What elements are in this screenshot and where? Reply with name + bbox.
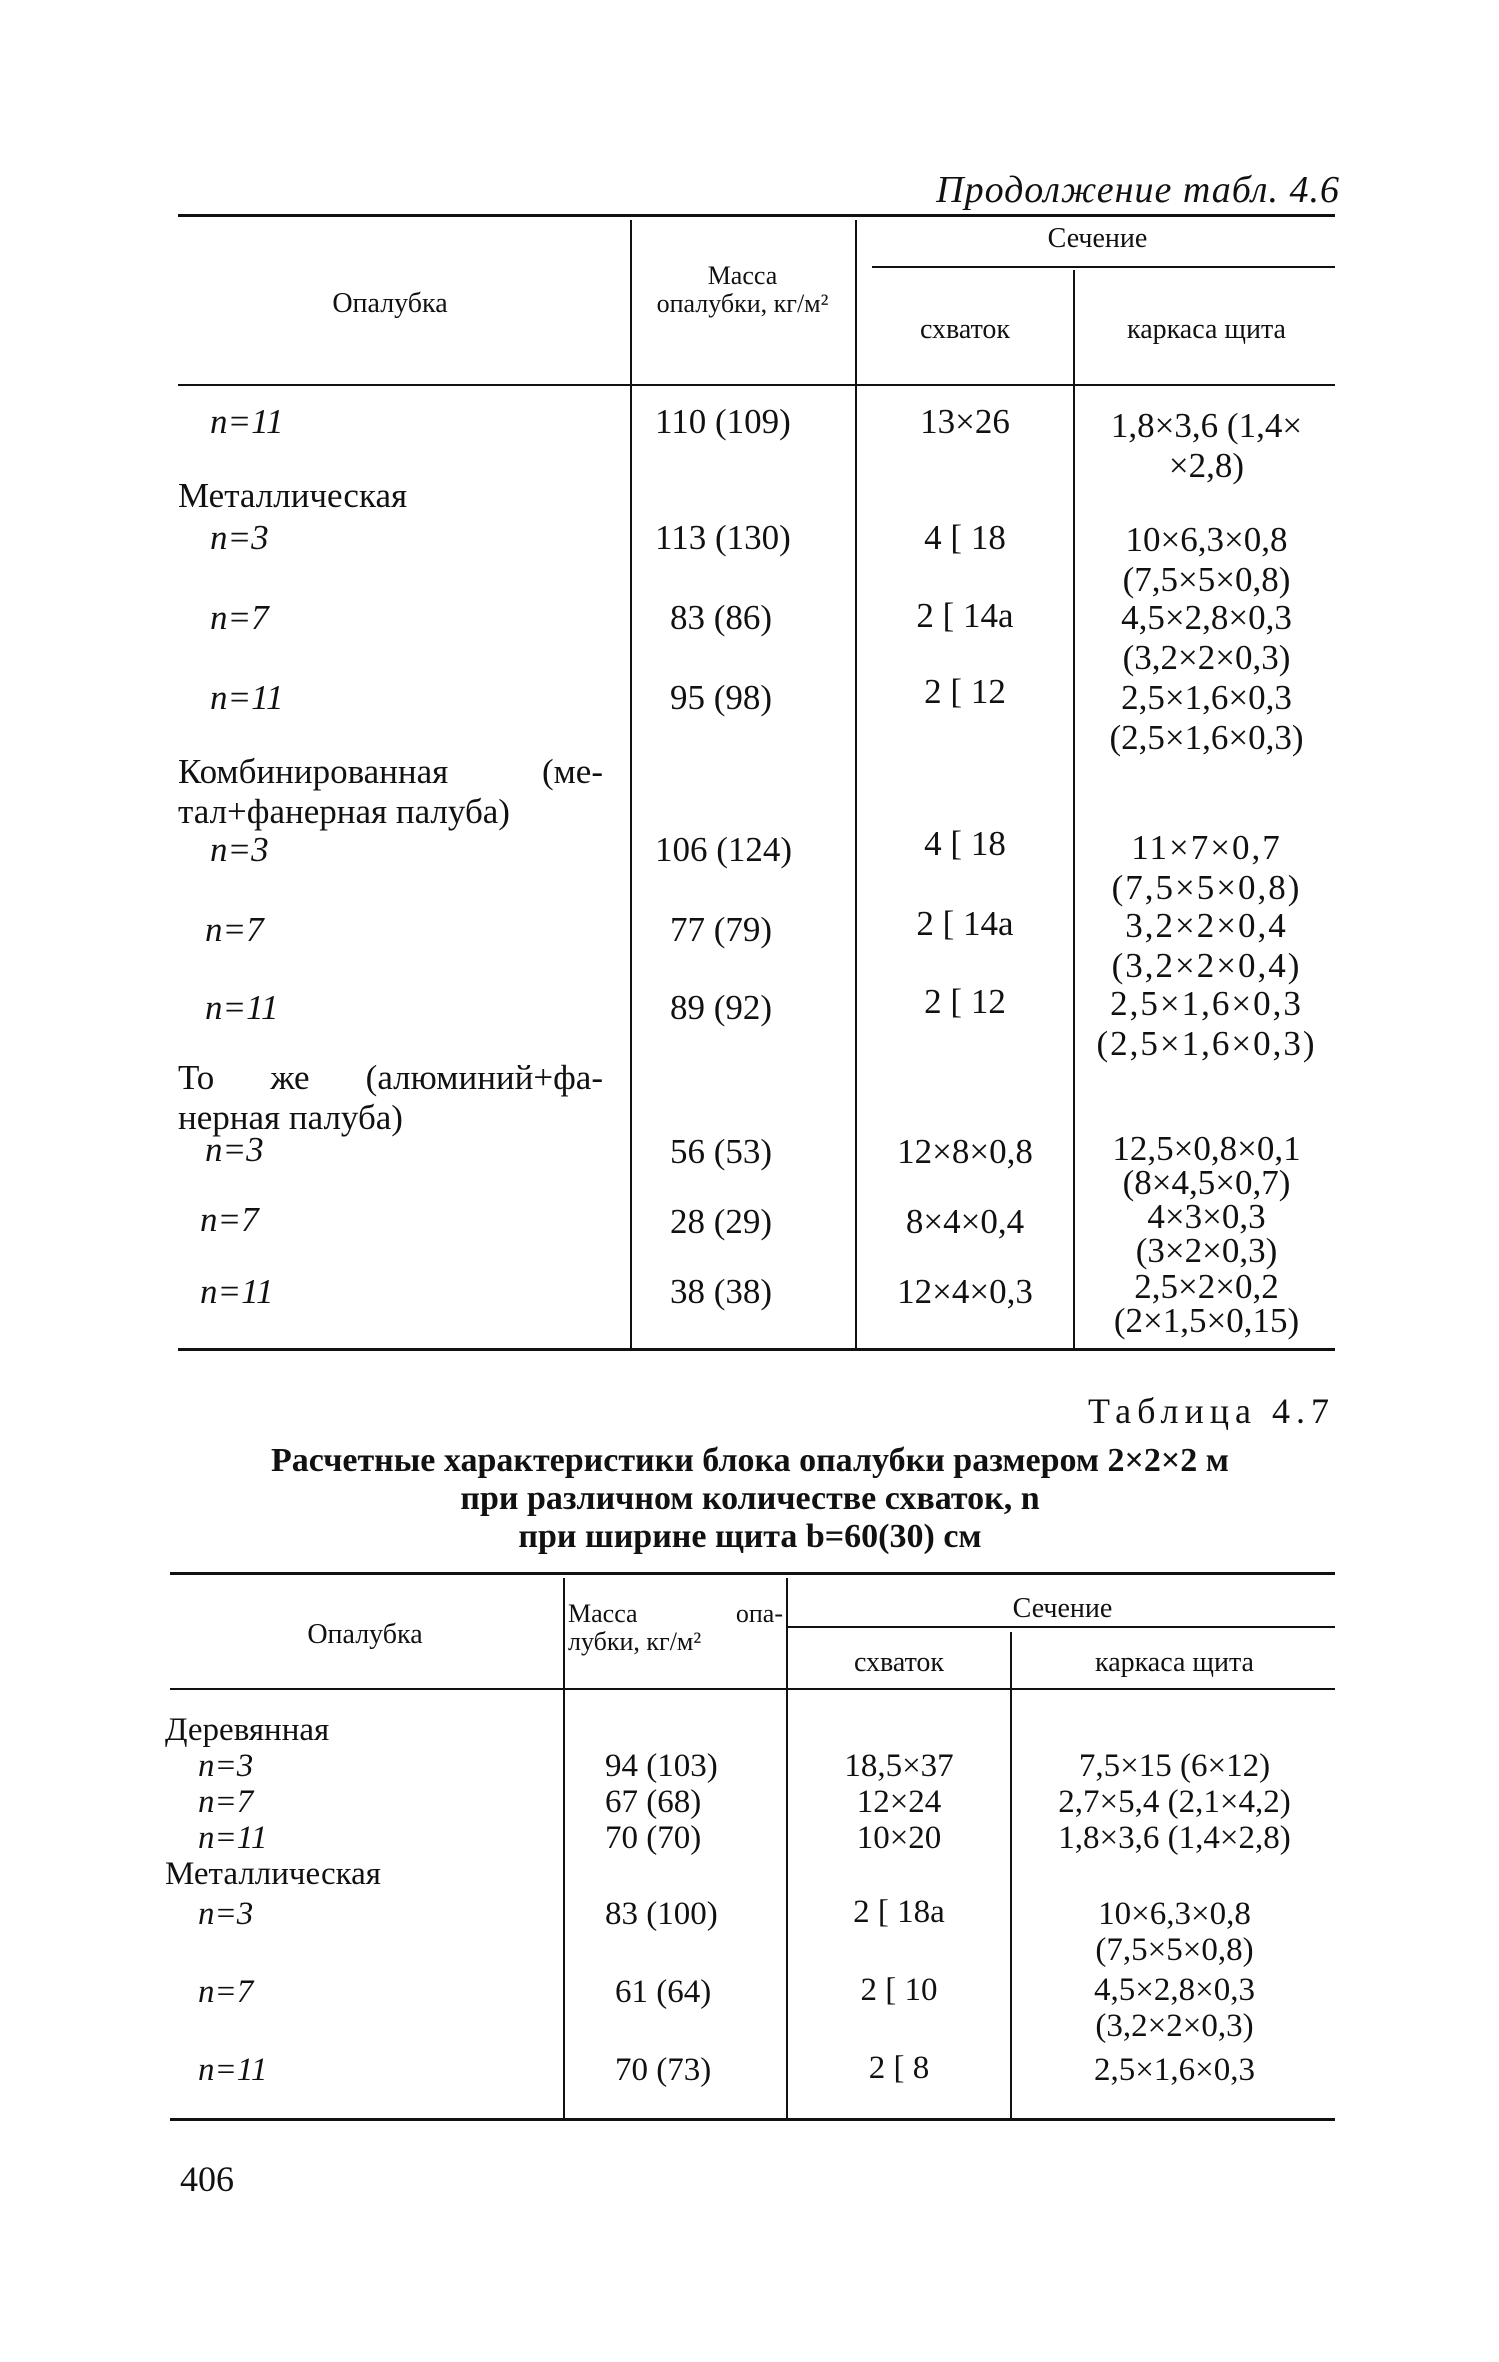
table-row-clamps: 2 [ 12 [924, 672, 1006, 711]
frame-line-2: (3,2×2×0,3) [1122, 638, 1291, 677]
table-row-frame [1078, 1129, 1335, 1202]
frame-line-2: (2,5×1,6×0,3) [1096, 1024, 1317, 1063]
table1-header-frame: каркаса щита [1127, 314, 1286, 345]
table-row-frame [1078, 598, 1335, 678]
table-row-label: n=11 [210, 402, 284, 441]
table2-header-frame: каркаса щита [1095, 1647, 1254, 1678]
table-row-frame [1014, 1972, 1335, 2044]
continuation-title: Продолжение табл. 4.6 [936, 169, 1340, 211]
table-row-mass: 77 (79) [670, 910, 773, 949]
table1-header-rule [178, 384, 1335, 386]
table-row-mass: 113 (130) [655, 518, 791, 557]
table-row-frame [1078, 1267, 1335, 1340]
frame-line-1: 4×3×0,3 [1147, 1197, 1266, 1236]
table-row-clamps: 2 [ 8 [868, 2050, 930, 2086]
table-row-label: n=7 [198, 1974, 254, 2010]
table-row-mass: 61 (64) [615, 1974, 712, 2010]
table1-top-rule [178, 214, 1335, 217]
frame-line-1: 4,5×2,8×0,3 [1121, 598, 1292, 637]
table-row-clamps: 4 [ 18 [924, 518, 1006, 557]
table-row-label: n=11 [205, 988, 279, 1027]
frame-line-1: 2,5×2×0,2 [1134, 1267, 1279, 1306]
table-row-frame: 2,7×5,4 (2,1×4,2) [1058, 1784, 1291, 1820]
table-row-mass: 106 (124) [655, 830, 793, 869]
frame-line-2: (3×2×0,3) [1135, 1231, 1278, 1270]
table2-section-rule [786, 1626, 1335, 1628]
group-label-line-2: тал+фанерная палуба) [178, 792, 510, 831]
frame-line-1: 12,5×0,8×0,1 [1112, 1129, 1301, 1168]
table-row-clamps: 12×24 [856, 1784, 942, 1820]
table-group-label [178, 752, 603, 832]
table2-header-formwork: Опалубка [307, 1619, 423, 1650]
table-title-line-1: Расчетные характеристики блока опалубки размером 2×2×2 м [271, 1442, 1229, 1479]
table-title-line-2: при различном количестве схваток, n [460, 1480, 1040, 1517]
table2-top-rule [170, 1572, 1335, 1575]
table-row-clamps: 2 [ 18а [853, 1894, 945, 1930]
group-label-line-1: То же (алюминий+фа- [178, 1058, 603, 1097]
table-row-clamps: 12×4×0,3 [897, 1272, 1033, 1311]
table-row-mass: 70 (73) [615, 2052, 712, 2088]
table2-bottom-rule [170, 2118, 1335, 2121]
table2-divider-mass [786, 1578, 788, 2118]
table-row-clamps: 2 [ 14а [916, 596, 1014, 635]
frame-line-1: 2,5×1,6×0,3 [1110, 984, 1303, 1023]
frame-line-1: 1,8×3,6 (1,4× [1110, 406, 1303, 445]
frame-line-1: 2,5×1,6×0,3 [1121, 678, 1292, 717]
table-row-frame [1078, 984, 1335, 1064]
table-row-mass: 83 (100) [605, 1896, 718, 1932]
frame-line-1: 10×6,3×0,8 [1125, 520, 1288, 559]
frame-line-2: (3,2×2×0,3) [1095, 2008, 1254, 2044]
table-group-label: Металлическая [165, 1856, 381, 1892]
frame-line-2: (8×4,5×0,7) [1122, 1163, 1291, 1202]
table-row-mass: 89 (92) [670, 988, 773, 1027]
table-row-clamps: 2 [ 12 [924, 982, 1006, 1021]
table-row-frame [1078, 678, 1335, 758]
frame-line-2: (7,5×5×0,8) [1111, 868, 1302, 907]
table1-divider-section [1073, 270, 1075, 1350]
table-row-frame: 2,5×1,6×0,3 [1094, 2052, 1255, 2088]
frame-line-2: (7,5×5×0,8) [1095, 1932, 1254, 1968]
table1-header-clamps: схваток [919, 314, 1011, 345]
table-row-label: n=3 [198, 1748, 254, 1784]
table-row-frame [1078, 406, 1335, 486]
table1-section-rule [872, 266, 1335, 268]
table1-divider-mass [855, 220, 857, 1350]
table-row-mass: 83 (86) [670, 598, 773, 637]
frame-line-1: 4,5×2,8×0,3 [1094, 1972, 1255, 2008]
table2-header-rule [170, 1688, 1335, 1690]
frame-line-1: 3,2×2×0,4 [1125, 906, 1288, 945]
table-row-label: n=3 [198, 1896, 254, 1932]
frame-line-2: (7,5×5×0,8) [1122, 560, 1291, 599]
table2-divider-section [1010, 1632, 1012, 2118]
header-mass-line-2: лубки, кг/м² [568, 1627, 702, 1656]
table-row-frame: 7,5×15 (6×12) [1078, 1748, 1271, 1784]
page-number: 406 [180, 2159, 234, 2199]
frame-line-1: 10×6,3×0,8 [1098, 1896, 1251, 1932]
table-row-clamps: 18,5×37 [844, 1748, 954, 1784]
table-row-clamps: 8×4×0,4 [905, 1202, 1025, 1241]
table-row-label: n=3 [205, 1130, 264, 1169]
table2-header-mass [568, 1600, 783, 1656]
table1-bottom-rule [178, 1348, 1335, 1351]
table2-header-section: Сечение [1012, 1593, 1113, 1624]
table-row-mass: 56 (53) [670, 1132, 773, 1171]
table-row-clamps: 4 [ 18 [924, 824, 1006, 863]
table-row-label: n=11 [198, 1820, 268, 1856]
table-row-clamps: 13×26 [920, 402, 1010, 441]
table-row-label: n=7 [200, 1200, 259, 1239]
table-row-label: n=7 [205, 910, 264, 949]
table-group-label [178, 1058, 603, 1138]
table-caption: Таблица 4.7 [1088, 1391, 1335, 1431]
frame-line-2: (3,2×2×0,4) [1111, 946, 1302, 985]
table-row-label: n=11 [210, 678, 284, 717]
table-row-label: n=11 [200, 1272, 274, 1311]
frame-line-2: (2,5×1,6×0,3) [1109, 718, 1304, 757]
table-row-clamps: 10×20 [856, 1820, 942, 1856]
table-title-line-3: при ширине щита b=60(30) см [518, 1518, 982, 1555]
table-title [180, 1442, 1320, 1556]
table-row-frame [1078, 1197, 1335, 1270]
table-row-frame [1078, 906, 1335, 986]
table-row-mass: 67 (68) [605, 1784, 702, 1820]
table1-header-mass: Масса опалубки, кг/м² [656, 261, 829, 318]
table-row-mass: 95 (98) [670, 678, 773, 717]
frame-line-2: (2×1,5×0,15) [1113, 1301, 1300, 1340]
table-row-mass: 38 (38) [670, 1272, 773, 1311]
table1-header-section: Сечение [1047, 223, 1148, 254]
table-row-clamps: 2 [ 14а [916, 904, 1014, 943]
table2-divider-formwork [563, 1578, 565, 2118]
table-row-label: n=3 [210, 518, 269, 557]
group-label-line-2: нерная палуба) [178, 1098, 403, 1137]
frame-line-2: ×2,8) [1168, 446, 1245, 485]
table-group-label: Металлическая [178, 476, 408, 515]
table1-divider-formwork [630, 220, 632, 1350]
table-row-frame [1014, 1896, 1335, 1968]
table-group-label: Деревянная [165, 1712, 330, 1748]
table-row-label: n=7 [198, 1784, 254, 1820]
table-row-mass: 94 (103) [605, 1748, 718, 1784]
table2-header-clamps: схваток [853, 1647, 945, 1678]
table-row-label: n=11 [198, 2052, 268, 2088]
table-row-frame [1078, 520, 1335, 600]
group-label-line-1: Комбинированная (ме- [178, 752, 603, 791]
table-row-mass: 70 (70) [605, 1820, 702, 1856]
table-row-clamps: 2 [ 10 [860, 1972, 938, 2008]
frame-line-1: 11×7×0,7 [1131, 828, 1282, 867]
table-row-clamps: 12×8×0,8 [897, 1132, 1033, 1171]
table-row-label: n=7 [210, 598, 269, 637]
table-row-mass: 28 (29) [670, 1202, 773, 1241]
table1-header-formwork: Опалубка [332, 288, 448, 319]
table-row-label: n=3 [210, 830, 269, 869]
table-row-frame: 1,8×3,6 (1,4×2,8) [1058, 1820, 1291, 1856]
table-row-mass: 110 (109) [655, 402, 791, 441]
header-mass-line-1: Масса опа- [568, 1599, 783, 1628]
table-row-frame [1078, 828, 1335, 908]
